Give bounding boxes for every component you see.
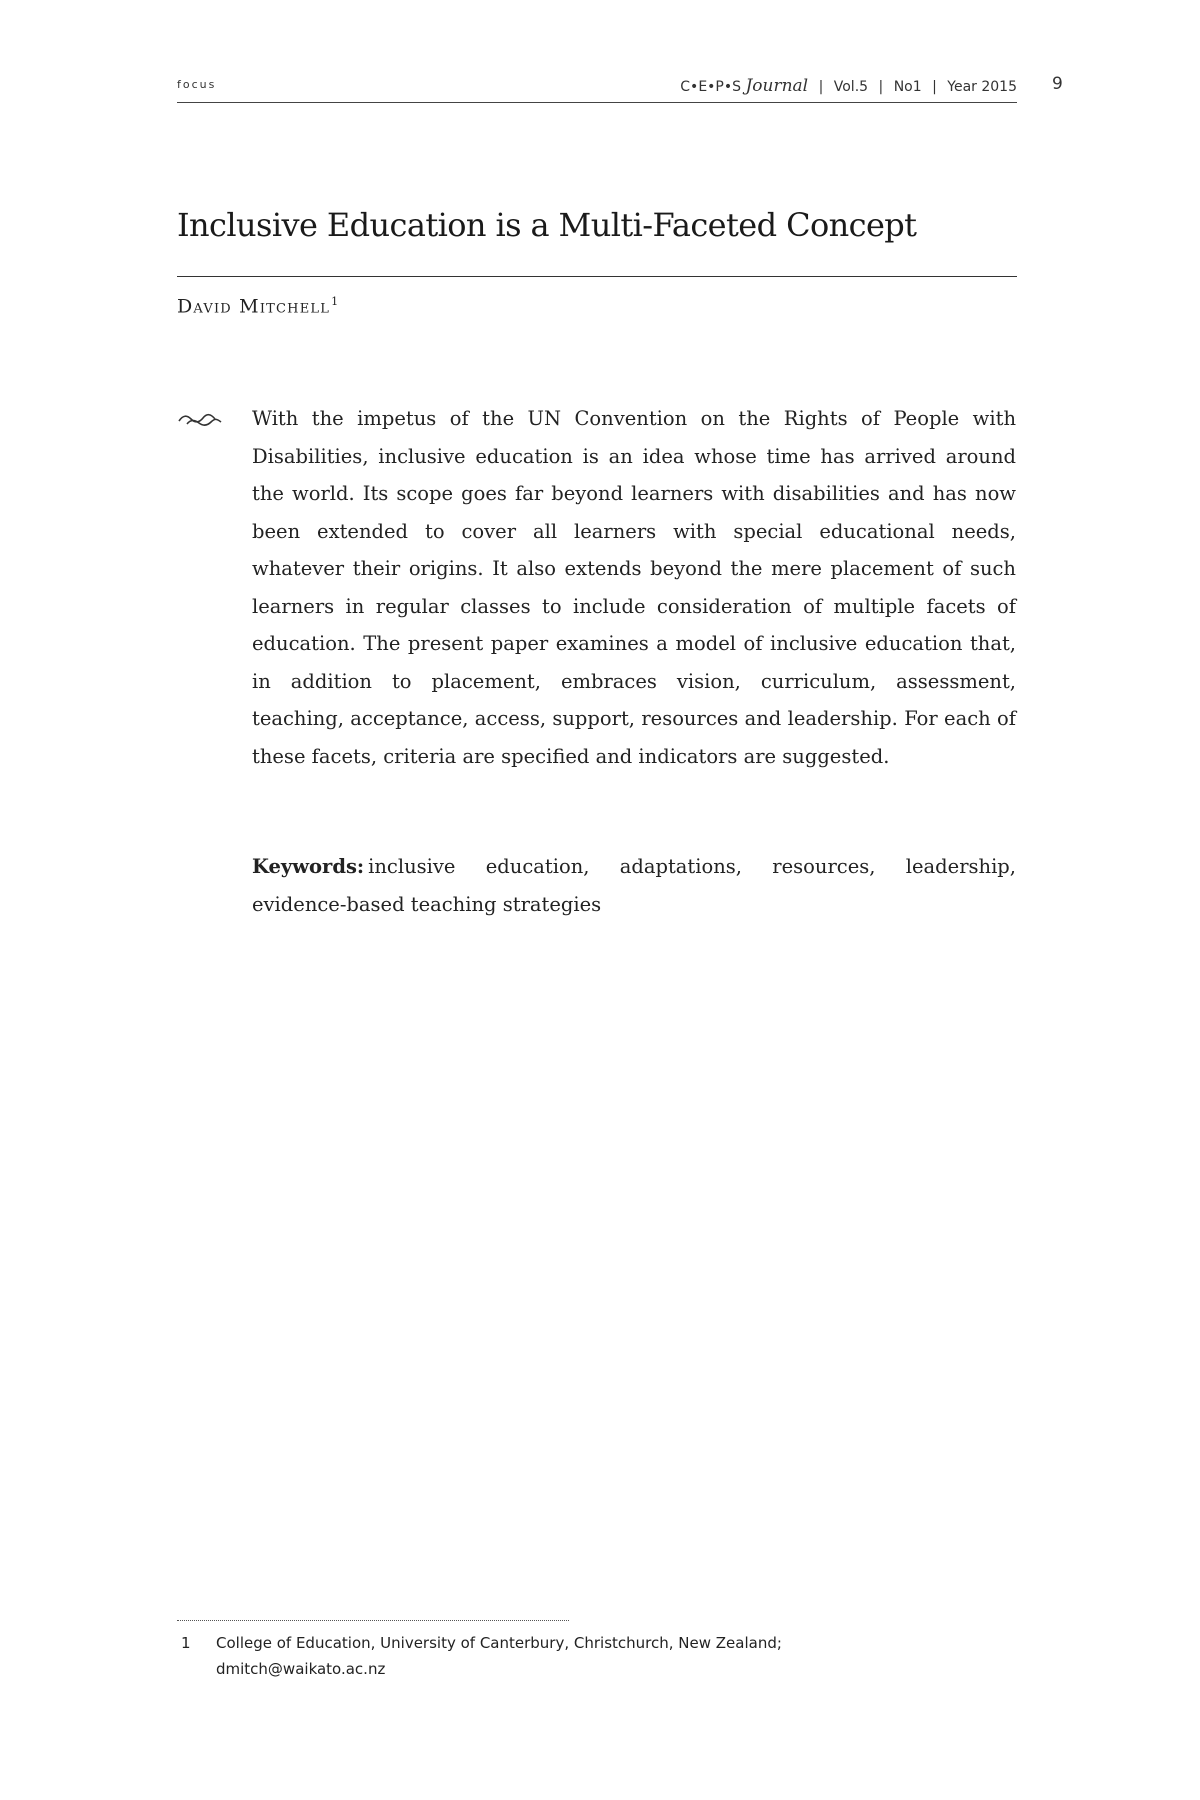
title-divider <box>177 276 1017 277</box>
article-title: Inclusive Education is a Multi-Faceted Concept <box>177 206 917 244</box>
footnote-affiliation: College of Education, University of Canterbury, Christchurch, New Zealand; <box>216 1634 782 1652</box>
footnote-divider <box>177 1620 569 1621</box>
separator: | <box>878 79 884 95</box>
keywords-list: inclusive education, adaptations, resources, leadership, evidence-based teaching strategies <box>252 855 1016 916</box>
keywords-paragraph <box>252 848 1016 923</box>
author-footnote-mark: 1 <box>331 295 340 308</box>
journal-prefix: C•E•P•S <box>680 79 742 95</box>
journal-number: No1 <box>893 79 922 95</box>
footnote-email: dmitch@waikato.ac.nz <box>216 1660 386 1678</box>
journal-volume: Vol.5 <box>833 79 869 95</box>
separator: | <box>818 79 824 95</box>
separator: | <box>932 79 937 95</box>
journal-year: Year 2015 <box>947 79 1017 95</box>
abstract-text: With the impetus of the UN Convention on the Rights of People with Disabilities, inclusive education is an idea whose time has arrived around the world. Its scope goes far beyond learners with disabilities and has now been extended to cover all learners with special educational needs, whatever their origins. It also extends beyond the mere placement of such learners in regular classes to include consideration of multiple facets of education. The present paper examines a model of inclusive education that, in addition to placement, embraces vision, curriculum, assessment, teaching, acceptance, access, support, resources and leadership. For each of these facets, criteria are specified and indicators are suggested. <box>252 407 1016 768</box>
footnote-number: 1 <box>181 1634 191 1652</box>
running-header <box>177 74 1017 103</box>
section-label: focus <box>177 78 217 91</box>
author-name: David Mitchell <box>177 295 331 318</box>
author-line <box>177 295 339 317</box>
page-number: 9 <box>1052 74 1063 94</box>
journal-citation <box>680 76 1017 96</box>
abstract-ornament-icon <box>178 410 222 428</box>
footnote-text <box>216 1630 976 1682</box>
journal-name: Journal <box>745 76 809 96</box>
keywords-label: Keywords: <box>252 855 365 878</box>
